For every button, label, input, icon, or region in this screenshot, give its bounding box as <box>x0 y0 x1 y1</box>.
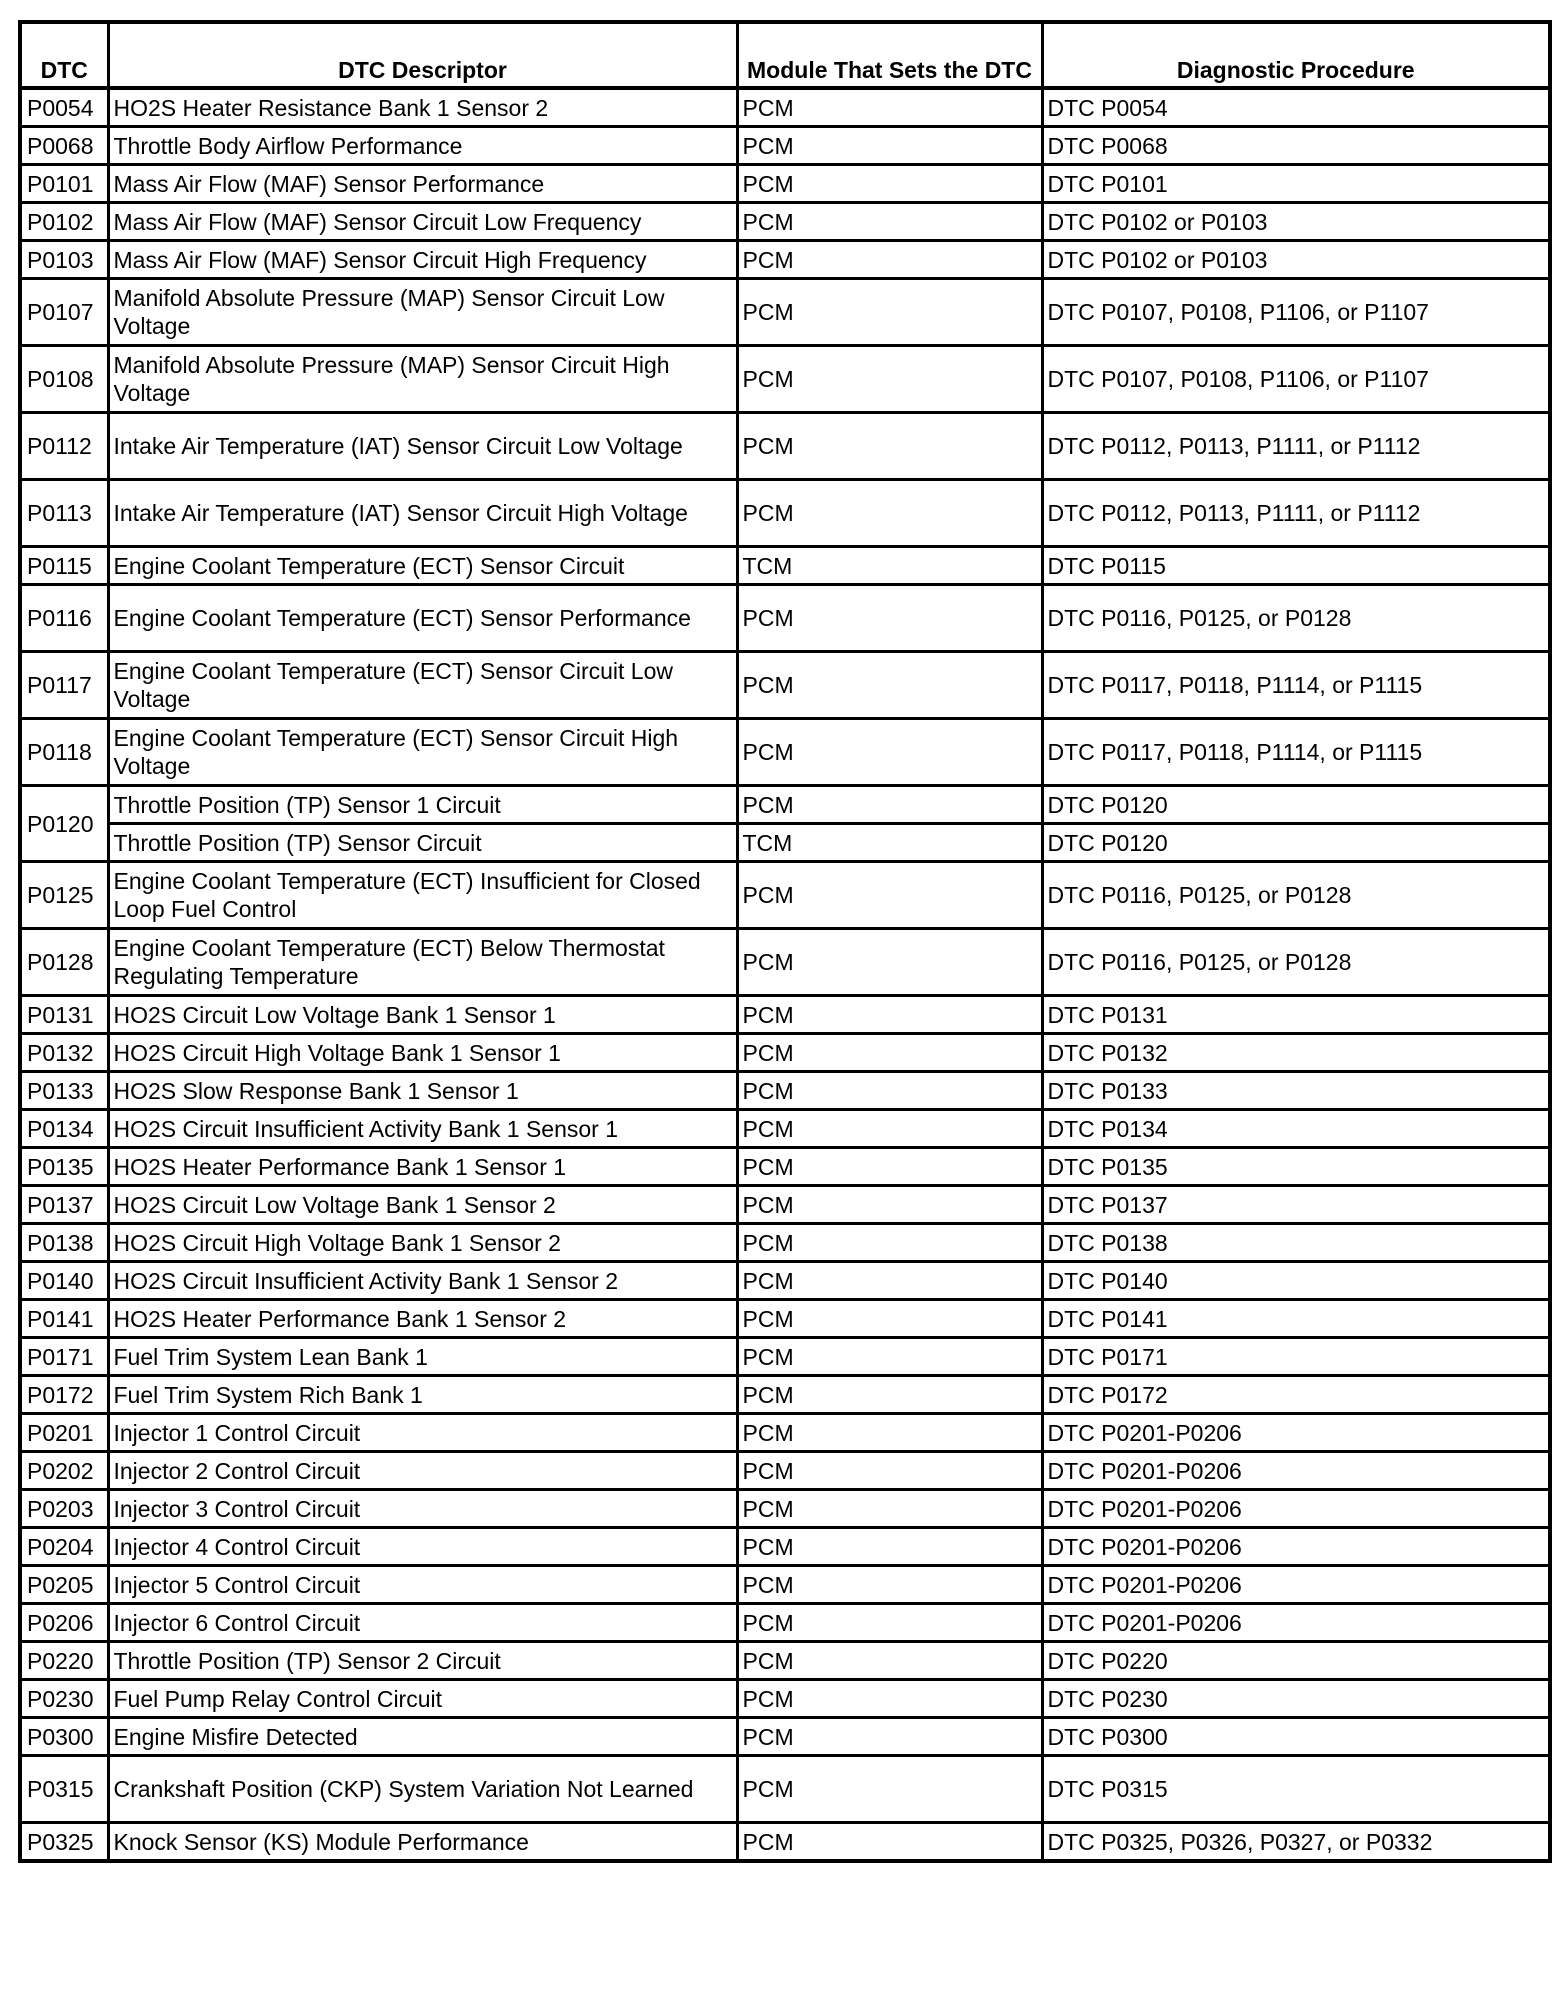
diagnostic-procedure-cell: DTC P0135 <box>1042 1148 1550 1186</box>
dtc-descriptor-cell: Intake Air Temperature (IAT) Sensor Circuit High Voltage <box>108 480 737 547</box>
dtc-code-cell: P0132 <box>20 1034 108 1072</box>
dtc-code-cell: P0054 <box>20 88 108 127</box>
dtc-descriptor-cell: Injector 6 Control Circuit <box>108 1604 737 1642</box>
module-cell: PCM <box>737 996 1042 1034</box>
table-body <box>20 88 1550 1861</box>
diagnostic-procedure-cell: DTC P0068 <box>1042 127 1550 165</box>
table-row <box>20 1414 1550 1452</box>
table-row <box>20 862 1550 929</box>
table-row <box>20 1072 1550 1110</box>
dtc-code-cell: P0117 <box>20 652 108 719</box>
diagnostic-procedure-cell: DTC P0137 <box>1042 1186 1550 1224</box>
diagnostic-procedure-cell: DTC P0138 <box>1042 1224 1550 1262</box>
dtc-code-cell: P0113 <box>20 480 108 547</box>
diagnostic-procedure-cell: DTC P0172 <box>1042 1376 1550 1414</box>
table-row <box>20 1566 1550 1604</box>
dtc-descriptor-cell: Engine Coolant Temperature (ECT) Insufficient for Closed Loop Fuel Control <box>108 862 737 929</box>
table-row <box>20 824 1550 862</box>
diagnostic-procedure-cell: DTC P0101 <box>1042 165 1550 203</box>
module-cell: PCM <box>737 413 1042 480</box>
dtc-code-cell: P0116 <box>20 585 108 652</box>
dtc-descriptor-cell: Injector 2 Control Circuit <box>108 1452 737 1490</box>
dtc-table <box>18 20 1552 1863</box>
table-row <box>20 719 1550 786</box>
dtc-descriptor-cell: Engine Coolant Temperature (ECT) Sensor Circuit High Voltage <box>108 719 737 786</box>
diagnostic-procedure-cell: DTC P0315 <box>1042 1756 1550 1823</box>
table-row <box>20 1490 1550 1528</box>
dtc-descriptor-cell: Engine Misfire Detected <box>108 1718 737 1756</box>
dtc-descriptor-cell: Injector 1 Control Circuit <box>108 1414 737 1452</box>
dtc-code-cell: P0112 <box>20 413 108 480</box>
diagnostic-procedure-cell: DTC P0102 or P0103 <box>1042 203 1550 241</box>
table-row <box>20 88 1550 127</box>
header-procedure: Diagnostic Procedure <box>1042 22 1550 88</box>
table-row <box>20 996 1550 1034</box>
module-cell: PCM <box>737 1566 1042 1604</box>
table-row <box>20 652 1550 719</box>
dtc-code-cell: P0141 <box>20 1300 108 1338</box>
dtc-descriptor-cell: Fuel Trim System Lean Bank 1 <box>108 1338 737 1376</box>
dtc-code-cell: P0134 <box>20 1110 108 1148</box>
module-cell: PCM <box>737 585 1042 652</box>
module-cell: PCM <box>737 1756 1042 1823</box>
module-cell: PCM <box>737 1680 1042 1718</box>
dtc-code-cell: P0140 <box>20 1262 108 1300</box>
table-row <box>20 241 1550 279</box>
dtc-code-cell: P0118 <box>20 719 108 786</box>
dtc-code-cell: P0220 <box>20 1642 108 1680</box>
diagnostic-procedure-cell: DTC P0116, P0125, or P0128 <box>1042 929 1550 996</box>
module-cell: PCM <box>737 929 1042 996</box>
diagnostic-procedure-cell: DTC P0201-P0206 <box>1042 1604 1550 1642</box>
table-row <box>20 1034 1550 1072</box>
table-row <box>20 1642 1550 1680</box>
dtc-code-cell: P0230 <box>20 1680 108 1718</box>
dtc-code-cell: P0172 <box>20 1376 108 1414</box>
dtc-descriptor-cell: Throttle Position (TP) Sensor 1 Circuit <box>108 786 737 824</box>
table-row <box>20 585 1550 652</box>
header-module: Module That Sets the DTC <box>737 22 1042 88</box>
diagnostic-procedure-cell: DTC P0120 <box>1042 786 1550 824</box>
dtc-code-cell: P0101 <box>20 165 108 203</box>
dtc-code-cell: P0128 <box>20 929 108 996</box>
dtc-code-cell: P0131 <box>20 996 108 1034</box>
module-cell: PCM <box>737 652 1042 719</box>
diagnostic-procedure-cell: DTC P0116, P0125, or P0128 <box>1042 585 1550 652</box>
diagnostic-procedure-cell: DTC P0141 <box>1042 1300 1550 1338</box>
dtc-descriptor-cell: HO2S Circuit Low Voltage Bank 1 Sensor 1 <box>108 996 737 1034</box>
dtc-descriptor-cell: Mass Air Flow (MAF) Sensor Circuit High Frequency <box>108 241 737 279</box>
dtc-code-cell: P0125 <box>20 862 108 929</box>
dtc-code-cell: P0205 <box>20 1566 108 1604</box>
dtc-code-cell: P0133 <box>20 1072 108 1110</box>
table-row <box>20 1528 1550 1566</box>
dtc-code-cell: P0204 <box>20 1528 108 1566</box>
dtc-code-cell: P0068 <box>20 127 108 165</box>
dtc-code-cell: P0102 <box>20 203 108 241</box>
diagnostic-procedure-cell: DTC P0117, P0118, P1114, or P1115 <box>1042 719 1550 786</box>
dtc-descriptor-cell: Injector 4 Control Circuit <box>108 1528 737 1566</box>
dtc-code-cell: P0115 <box>20 547 108 585</box>
module-cell: PCM <box>737 1718 1042 1756</box>
dtc-descriptor-cell: Knock Sensor (KS) Module Performance <box>108 1823 737 1862</box>
module-cell: PCM <box>737 862 1042 929</box>
diagnostic-procedure-cell: DTC P0325, P0326, P0327, or P0332 <box>1042 1823 1550 1862</box>
dtc-descriptor-cell: Injector 3 Control Circuit <box>108 1490 737 1528</box>
dtc-code-cell: P0107 <box>20 279 108 346</box>
table-row <box>20 165 1550 203</box>
table-row <box>20 1262 1550 1300</box>
module-cell: PCM <box>737 346 1042 413</box>
dtc-code-cell: P0206 <box>20 1604 108 1642</box>
dtc-descriptor-cell: Crankshaft Position (CKP) System Variation Not Learned <box>108 1756 737 1823</box>
module-cell: PCM <box>737 1452 1042 1490</box>
table-row <box>20 1680 1550 1718</box>
table-row <box>20 1756 1550 1823</box>
table-row <box>20 1110 1550 1148</box>
diagnostic-procedure-cell: DTC P0102 or P0103 <box>1042 241 1550 279</box>
dtc-descriptor-cell: HO2S Circuit Low Voltage Bank 1 Sensor 2 <box>108 1186 737 1224</box>
module-cell: PCM <box>737 1148 1042 1186</box>
table-row <box>20 786 1550 824</box>
table-row <box>20 1823 1550 1862</box>
module-cell: TCM <box>737 547 1042 585</box>
table-header <box>20 22 1550 88</box>
dtc-descriptor-cell: Engine Coolant Temperature (ECT) Sensor Performance <box>108 585 737 652</box>
dtc-descriptor-cell: Mass Air Flow (MAF) Sensor Performance <box>108 165 737 203</box>
dtc-descriptor-cell: Manifold Absolute Pressure (MAP) Sensor Circuit Low Voltage <box>108 279 737 346</box>
dtc-code-cell: P0325 <box>20 1823 108 1862</box>
dtc-descriptor-cell: Engine Coolant Temperature (ECT) Below Thermostat Regulating Temperature <box>108 929 737 996</box>
module-cell: PCM <box>737 1528 1042 1566</box>
module-cell: PCM <box>737 1823 1042 1862</box>
dtc-code-cell: P0108 <box>20 346 108 413</box>
diagnostic-procedure-cell: DTC P0116, P0125, or P0128 <box>1042 862 1550 929</box>
diagnostic-procedure-cell: DTC P0201-P0206 <box>1042 1452 1550 1490</box>
table-row <box>20 1338 1550 1376</box>
diagnostic-procedure-cell: DTC P0115 <box>1042 547 1550 585</box>
dtc-descriptor-cell: Injector 5 Control Circuit <box>108 1566 737 1604</box>
header-descriptor: DTC Descriptor <box>108 22 737 88</box>
dtc-descriptor-cell: HO2S Heater Resistance Bank 1 Sensor 2 <box>108 88 737 127</box>
dtc-code-cell: P0203 <box>20 1490 108 1528</box>
module-cell: PCM <box>737 1604 1042 1642</box>
dtc-descriptor-cell: Fuel Trim System Rich Bank 1 <box>108 1376 737 1414</box>
dtc-code-cell: P0171 <box>20 1338 108 1376</box>
table-row <box>20 203 1550 241</box>
dtc-descriptor-cell: HO2S Circuit High Voltage Bank 1 Sensor 2 <box>108 1224 737 1262</box>
module-cell: PCM <box>737 241 1042 279</box>
diagnostic-procedure-cell: DTC P0140 <box>1042 1262 1550 1300</box>
module-cell: PCM <box>737 1300 1042 1338</box>
table-row <box>20 1376 1550 1414</box>
dtc-code-cell: P0300 <box>20 1718 108 1756</box>
dtc-descriptor-cell: Mass Air Flow (MAF) Sensor Circuit Low Frequency <box>108 203 737 241</box>
module-cell: PCM <box>737 1414 1042 1452</box>
module-cell: PCM <box>737 1338 1042 1376</box>
dtc-code-cell: P0135 <box>20 1148 108 1186</box>
diagnostic-procedure-cell: DTC P0131 <box>1042 996 1550 1034</box>
module-cell: PCM <box>737 1490 1042 1528</box>
dtc-code-cell: P0138 <box>20 1224 108 1262</box>
diagnostic-procedure-cell: DTC P0201-P0206 <box>1042 1566 1550 1604</box>
dtc-descriptor-cell: HO2S Heater Performance Bank 1 Sensor 2 <box>108 1300 737 1338</box>
module-cell: PCM <box>737 786 1042 824</box>
diagnostic-procedure-cell: DTC P0201-P0206 <box>1042 1490 1550 1528</box>
diagnostic-procedure-cell: DTC P0132 <box>1042 1034 1550 1072</box>
table-row <box>20 547 1550 585</box>
header-row <box>20 22 1550 88</box>
dtc-descriptor-cell: HO2S Heater Performance Bank 1 Sensor 1 <box>108 1148 737 1186</box>
table-row <box>20 1148 1550 1186</box>
module-cell: PCM <box>737 203 1042 241</box>
table-row <box>20 1300 1550 1338</box>
table-row <box>20 279 1550 346</box>
dtc-descriptor-cell: Intake Air Temperature (IAT) Sensor Circuit Low Voltage <box>108 413 737 480</box>
dtc-descriptor-cell: Engine Coolant Temperature (ECT) Sensor Circuit <box>108 547 737 585</box>
diagnostic-procedure-cell: DTC P0230 <box>1042 1680 1550 1718</box>
module-cell: PCM <box>737 1186 1042 1224</box>
dtc-code-cell: P0137 <box>20 1186 108 1224</box>
diagnostic-procedure-cell: DTC P0112, P0113, P1111, or P1112 <box>1042 413 1550 480</box>
module-cell: PCM <box>737 88 1042 127</box>
dtc-descriptor-cell: Engine Coolant Temperature (ECT) Sensor Circuit Low Voltage <box>108 652 737 719</box>
dtc-code-cell: P0202 <box>20 1452 108 1490</box>
dtc-descriptor-cell: HO2S Circuit Insufficient Activity Bank 1 Sensor 1 <box>108 1110 737 1148</box>
module-cell: PCM <box>737 480 1042 547</box>
module-cell: PCM <box>737 1110 1042 1148</box>
table-row <box>20 127 1550 165</box>
dtc-descriptor-cell: Throttle Position (TP) Sensor 2 Circuit <box>108 1642 737 1680</box>
table-row <box>20 1718 1550 1756</box>
header-dtc: DTC <box>20 22 108 88</box>
dtc-descriptor-cell: HO2S Slow Response Bank 1 Sensor 1 <box>108 1072 737 1110</box>
diagnostic-procedure-cell: DTC P0300 <box>1042 1718 1550 1756</box>
dtc-descriptor-cell: Fuel Pump Relay Control Circuit <box>108 1680 737 1718</box>
dtc-code-cell: P0120 <box>20 786 108 862</box>
dtc-descriptor-cell: Throttle Position (TP) Sensor Circuit <box>108 824 737 862</box>
dtc-code-cell: P0201 <box>20 1414 108 1452</box>
dtc-descriptor-cell: Manifold Absolute Pressure (MAP) Sensor Circuit High Voltage <box>108 346 737 413</box>
diagnostic-procedure-cell: DTC P0201-P0206 <box>1042 1528 1550 1566</box>
diagnostic-procedure-cell: DTC P0220 <box>1042 1642 1550 1680</box>
module-cell: PCM <box>737 279 1042 346</box>
dtc-code-cell: P0103 <box>20 241 108 279</box>
diagnostic-procedure-cell: DTC P0117, P0118, P1114, or P1115 <box>1042 652 1550 719</box>
table-row <box>20 1186 1550 1224</box>
dtc-code-cell: P0315 <box>20 1756 108 1823</box>
table-row <box>20 1224 1550 1262</box>
table-row <box>20 1452 1550 1490</box>
module-cell: PCM <box>737 1072 1042 1110</box>
module-cell: PCM <box>737 1262 1042 1300</box>
module-cell: PCM <box>737 1642 1042 1680</box>
dtc-descriptor-cell: Throttle Body Airflow Performance <box>108 127 737 165</box>
module-cell: TCM <box>737 824 1042 862</box>
diagnostic-procedure-cell: DTC P0171 <box>1042 1338 1550 1376</box>
module-cell: PCM <box>737 165 1042 203</box>
diagnostic-procedure-cell: DTC P0133 <box>1042 1072 1550 1110</box>
module-cell: PCM <box>737 1376 1042 1414</box>
dtc-descriptor-cell: HO2S Circuit Insufficient Activity Bank 1 Sensor 2 <box>108 1262 737 1300</box>
module-cell: PCM <box>737 719 1042 786</box>
module-cell: PCM <box>737 127 1042 165</box>
diagnostic-procedure-cell: DTC P0120 <box>1042 824 1550 862</box>
table-row <box>20 929 1550 996</box>
table-row <box>20 413 1550 480</box>
dtc-descriptor-cell: HO2S Circuit High Voltage Bank 1 Sensor 1 <box>108 1034 737 1072</box>
module-cell: PCM <box>737 1224 1042 1262</box>
diagnostic-procedure-cell: DTC P0107, P0108, P1106, or P1107 <box>1042 279 1550 346</box>
module-cell: PCM <box>737 1034 1042 1072</box>
diagnostic-procedure-cell: DTC P0107, P0108, P1106, or P1107 <box>1042 346 1550 413</box>
table-row <box>20 1604 1550 1642</box>
diagnostic-procedure-cell: DTC P0134 <box>1042 1110 1550 1148</box>
diagnostic-procedure-cell: DTC P0201-P0206 <box>1042 1414 1550 1452</box>
table-row <box>20 480 1550 547</box>
diagnostic-procedure-cell: DTC P0054 <box>1042 88 1550 127</box>
diagnostic-procedure-cell: DTC P0112, P0113, P1111, or P1112 <box>1042 480 1550 547</box>
table-row <box>20 346 1550 413</box>
